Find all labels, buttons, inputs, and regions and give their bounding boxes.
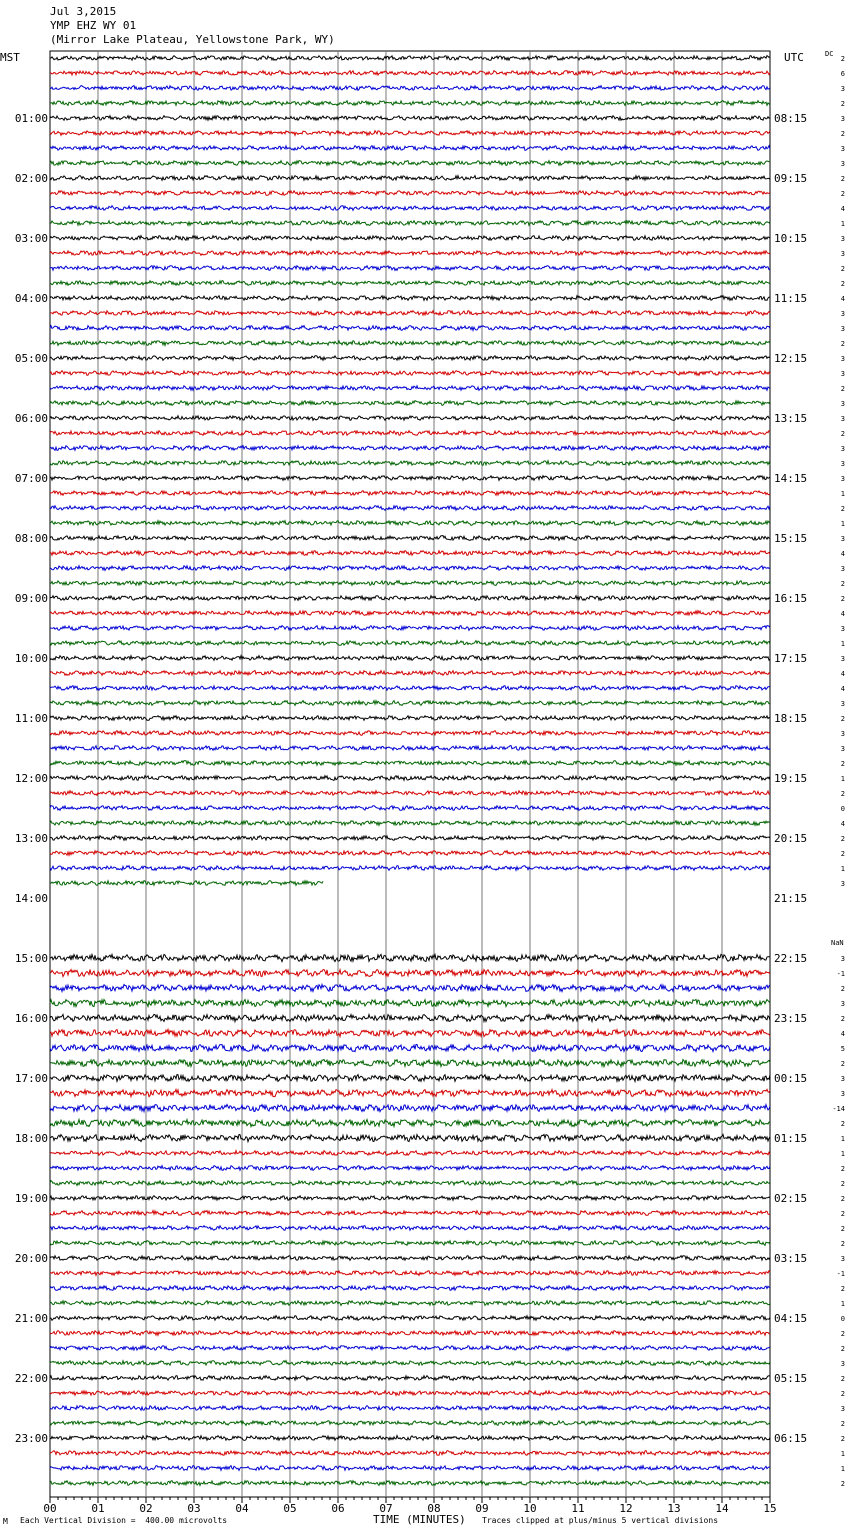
trace-line bbox=[50, 686, 770, 691]
trace-line bbox=[50, 641, 770, 646]
left-timezone-label: MST bbox=[0, 51, 20, 64]
dc-offset: 3 bbox=[840, 1075, 845, 1083]
dc-offset: 3 bbox=[840, 730, 845, 738]
trace-line bbox=[50, 761, 770, 766]
hour-label-left: 20:00 bbox=[14, 1252, 48, 1265]
dc-offset: 2 bbox=[840, 1165, 845, 1173]
hour-label-left: 10:00 bbox=[14, 652, 48, 665]
dc-offset: 3 bbox=[840, 1000, 845, 1008]
dc-offset: 2 bbox=[840, 580, 845, 588]
dc-offset: 3 bbox=[840, 355, 845, 363]
hour-label-left: 05:00 bbox=[14, 352, 48, 365]
x-tick-label: 10 bbox=[523, 1502, 537, 1515]
dc-offset: 2 bbox=[840, 130, 845, 138]
hour-label-right: 00:15 bbox=[774, 1072, 808, 1085]
x-tick-label: 09 bbox=[475, 1502, 489, 1515]
x-tick-label: 12 bbox=[619, 1502, 633, 1515]
trace-line bbox=[50, 970, 770, 977]
dc-offset: 3 bbox=[840, 250, 845, 258]
right-timezone-label: UTC bbox=[784, 51, 804, 64]
trace-line bbox=[50, 401, 770, 406]
trace-line bbox=[50, 71, 770, 76]
trace-line bbox=[50, 1196, 770, 1201]
trace-line bbox=[50, 1256, 770, 1261]
dc-offset: 2 bbox=[840, 1435, 845, 1443]
dc-label: DC bbox=[825, 50, 834, 58]
dc-offset: 3 bbox=[840, 655, 845, 663]
trace-line bbox=[50, 221, 770, 226]
hour-label-left: 01:00 bbox=[14, 112, 48, 125]
dc-offset: 3 bbox=[840, 1255, 845, 1263]
trace-line bbox=[50, 1331, 770, 1336]
dc-offset: 3 bbox=[840, 565, 845, 573]
trace-line bbox=[50, 1000, 770, 1007]
dc-offset: 2 bbox=[840, 715, 845, 723]
trace-line bbox=[50, 581, 770, 586]
trace-line bbox=[50, 1241, 770, 1246]
trace-line bbox=[50, 1029, 770, 1036]
trace-line bbox=[50, 1316, 770, 1321]
header-date: Jul 3,2015 bbox=[50, 5, 117, 18]
trace-line bbox=[50, 821, 770, 826]
x-tick-label: 02 bbox=[139, 1502, 153, 1515]
trace-line bbox=[50, 596, 770, 601]
corner-mark: M bbox=[3, 1517, 8, 1526]
dc-offset: 4 bbox=[840, 670, 845, 678]
trace-line bbox=[50, 251, 770, 256]
dc-offset: 3 bbox=[840, 145, 845, 153]
dc-offset: 1 bbox=[840, 865, 845, 873]
trace-line bbox=[50, 131, 770, 136]
dc-offset: 2 bbox=[840, 1330, 845, 1338]
trace-line bbox=[50, 86, 770, 91]
trace-line bbox=[50, 431, 770, 436]
dc-offset: 3 bbox=[840, 955, 845, 963]
hour-label-right: 15:15 bbox=[774, 532, 808, 545]
hour-label-right: 22:15 bbox=[774, 952, 808, 965]
dc-offset: 3 bbox=[840, 115, 845, 123]
trace-line bbox=[50, 371, 770, 376]
dc-offset: 1 bbox=[840, 1300, 845, 1308]
trace-line bbox=[50, 1105, 770, 1112]
trace-line bbox=[50, 1406, 770, 1411]
dc-offset: 3 bbox=[840, 460, 845, 468]
hour-label-left: 22:00 bbox=[14, 1372, 48, 1385]
dc-offset: 0 bbox=[840, 1315, 845, 1323]
dc-offset: 2 bbox=[840, 265, 845, 273]
dc-offset: 2 bbox=[840, 1375, 845, 1383]
hour-label-left: 02:00 bbox=[14, 172, 48, 185]
trace-line bbox=[50, 176, 770, 181]
dc-offset: 2 bbox=[840, 1210, 845, 1218]
trace-line bbox=[50, 1376, 770, 1381]
trace-line bbox=[50, 1301, 770, 1306]
trace-line bbox=[50, 356, 770, 361]
hour-label-right: 08:15 bbox=[774, 112, 808, 125]
dc-offset: 2 bbox=[840, 760, 845, 768]
hour-label-left: 03:00 bbox=[14, 232, 48, 245]
trace-line bbox=[50, 161, 770, 166]
dc-offset: 2 bbox=[840, 55, 845, 63]
x-tick-label: 06 bbox=[331, 1502, 345, 1515]
dc-offset: 1 bbox=[840, 1135, 845, 1143]
dc-offset: 2 bbox=[840, 850, 845, 858]
dc-offset: 3 bbox=[840, 415, 845, 423]
trace-line bbox=[50, 386, 770, 391]
trace-line bbox=[50, 1166, 770, 1171]
dc-offset: -1 bbox=[836, 1270, 845, 1278]
hour-label-right: 23:15 bbox=[774, 1012, 808, 1025]
trace-line bbox=[50, 461, 770, 466]
hour-label-left: 06:00 bbox=[14, 412, 48, 425]
hour-label-left: 21:00 bbox=[14, 1312, 48, 1325]
dc-offset: 4 bbox=[840, 685, 845, 693]
hour-label-right: 10:15 bbox=[774, 232, 808, 245]
hour-label-right: 12:15 bbox=[774, 352, 808, 365]
hour-label-right: 16:15 bbox=[774, 592, 808, 605]
dc-offset: 2 bbox=[840, 100, 845, 108]
dc-offset: -14 bbox=[832, 1105, 845, 1113]
hour-label-right: 04:15 bbox=[774, 1312, 808, 1325]
trace-line bbox=[50, 281, 770, 286]
trace-line bbox=[50, 1059, 770, 1066]
dc-offset: 2 bbox=[840, 1285, 845, 1293]
dc-offset: 2 bbox=[840, 175, 845, 183]
dc-offset: 3 bbox=[840, 475, 845, 483]
hour-label-right: 21:15 bbox=[774, 892, 808, 905]
trace-line bbox=[50, 626, 770, 631]
dc-offset: 0 bbox=[840, 805, 845, 813]
dc-offset: 2 bbox=[840, 1345, 845, 1353]
dc-offset: 2 bbox=[840, 1060, 845, 1068]
trace-line bbox=[50, 1044, 770, 1051]
x-tick-label: 05 bbox=[283, 1502, 297, 1515]
trace-line bbox=[50, 1271, 770, 1276]
dc-offset: 4 bbox=[840, 610, 845, 618]
trace-line bbox=[50, 266, 770, 271]
trace-line bbox=[50, 416, 770, 421]
trace-line bbox=[50, 566, 770, 571]
dc-offset: 3 bbox=[840, 1090, 845, 1098]
hour-label-right: 14:15 bbox=[774, 472, 808, 485]
hour-label-left: 12:00 bbox=[14, 772, 48, 785]
hour-label-left: 23:00 bbox=[14, 1432, 48, 1445]
dc-offset: 3 bbox=[840, 325, 845, 333]
dc-offset: 2 bbox=[840, 385, 845, 393]
hour-label-left: 07:00 bbox=[14, 472, 48, 485]
dc-offset: 2 bbox=[840, 190, 845, 198]
header-station: YMP EHZ WY 01 bbox=[50, 19, 137, 32]
trace-line bbox=[50, 536, 770, 541]
trace-line bbox=[50, 1135, 770, 1142]
trace-line bbox=[50, 1226, 770, 1231]
trace-line bbox=[50, 671, 770, 676]
dc-offset: 1 bbox=[840, 1465, 845, 1473]
trace-line bbox=[50, 1075, 770, 1082]
dc-offset: 3 bbox=[840, 1405, 845, 1413]
dc-offset: 2 bbox=[840, 280, 845, 288]
dc-offset: 2 bbox=[840, 505, 845, 513]
trace-line bbox=[50, 1361, 770, 1366]
hour-label-left: 15:00 bbox=[14, 952, 48, 965]
trace-line bbox=[50, 146, 770, 151]
dc-offset: 4 bbox=[840, 820, 845, 828]
hour-label-right: 05:15 bbox=[774, 1372, 808, 1385]
dc-offset: 3 bbox=[840, 235, 845, 243]
trace-line bbox=[50, 491, 770, 496]
hour-label-right: 02:15 bbox=[774, 1192, 808, 1205]
trace-line bbox=[50, 701, 770, 706]
trace-line bbox=[50, 1346, 770, 1351]
dc-offset: 2 bbox=[840, 595, 845, 603]
dc-offset: 4 bbox=[840, 205, 845, 213]
trace-line bbox=[50, 1089, 770, 1096]
trace-line bbox=[50, 611, 770, 616]
hour-label-right: 09:15 bbox=[774, 172, 808, 185]
dc-offset: 2 bbox=[840, 1480, 845, 1488]
hour-label-right: 06:15 bbox=[774, 1432, 808, 1445]
dc-offset: 3 bbox=[840, 370, 845, 378]
dc-offset: 1 bbox=[840, 1150, 845, 1158]
dc-offset: 5 bbox=[840, 1045, 845, 1053]
hour-label-left: 14:00 bbox=[14, 892, 48, 905]
dc-offset: 2 bbox=[840, 985, 845, 993]
trace-line bbox=[50, 326, 770, 331]
dc-offset: -1 bbox=[836, 970, 845, 978]
nan-label: NaN bbox=[831, 939, 844, 947]
dc-offset: 3 bbox=[840, 310, 845, 318]
x-tick-label: 07 bbox=[379, 1502, 393, 1515]
dc-offset: 2 bbox=[840, 1240, 845, 1248]
hour-label-right: 11:15 bbox=[774, 292, 808, 305]
dc-offset: 3 bbox=[840, 625, 845, 633]
trace-line bbox=[50, 851, 770, 856]
trace-line bbox=[50, 776, 770, 781]
dc-offset: 3 bbox=[840, 85, 845, 93]
dc-offset: 1 bbox=[840, 640, 845, 648]
x-tick-label: 01 bbox=[91, 1502, 105, 1515]
dc-offset: 4 bbox=[840, 295, 845, 303]
trace-line bbox=[50, 1151, 770, 1156]
trace-line bbox=[50, 341, 770, 346]
dc-offset: 3 bbox=[840, 400, 845, 408]
trace-line bbox=[50, 985, 770, 992]
hour-label-left: 16:00 bbox=[14, 1012, 48, 1025]
dc-offset: 2 bbox=[840, 1225, 845, 1233]
clip-note: Traces clipped at plus/minus 5 vertical divisions bbox=[482, 1516, 719, 1525]
dc-offset: 2 bbox=[840, 790, 845, 798]
hour-label-right: 20:15 bbox=[774, 832, 808, 845]
dc-offset: 2 bbox=[840, 1390, 845, 1398]
hour-label-left: 11:00 bbox=[14, 712, 48, 725]
hour-label-left: 18:00 bbox=[14, 1132, 48, 1145]
hour-label-left: 09:00 bbox=[14, 592, 48, 605]
hour-label-right: 01:15 bbox=[774, 1132, 808, 1145]
trace-line bbox=[50, 954, 770, 961]
trace-line bbox=[50, 56, 770, 61]
x-tick-label: 08 bbox=[427, 1502, 441, 1515]
dc-offset: 2 bbox=[840, 1420, 845, 1428]
scale-note: Each Vertical Division = 400.00 microvolts bbox=[20, 1516, 228, 1525]
trace-line bbox=[50, 446, 770, 451]
trace-line bbox=[50, 866, 770, 871]
trace-line bbox=[50, 836, 770, 841]
dc-offset: 2 bbox=[840, 1015, 845, 1023]
trace-line bbox=[50, 1436, 770, 1441]
trace-line bbox=[50, 1481, 770, 1486]
dc-offset: 3 bbox=[840, 745, 845, 753]
dc-offset: 1 bbox=[840, 1450, 845, 1458]
hour-label-left: 13:00 bbox=[14, 832, 48, 845]
dc-offset: 3 bbox=[840, 1360, 845, 1368]
trace-line bbox=[50, 1181, 770, 1186]
x-tick-label: 13 bbox=[667, 1502, 681, 1515]
hour-label-right: 19:15 bbox=[774, 772, 808, 785]
trace-line bbox=[50, 506, 770, 511]
dc-offset: 3 bbox=[840, 160, 845, 168]
hour-label-left: 17:00 bbox=[14, 1072, 48, 1085]
dc-offset: 2 bbox=[840, 1195, 845, 1203]
trace-line bbox=[50, 1466, 770, 1471]
hour-label-right: 03:15 bbox=[774, 1252, 808, 1265]
dc-offset: 1 bbox=[840, 520, 845, 528]
hour-label-right: 17:15 bbox=[774, 652, 808, 665]
dc-offset: 4 bbox=[840, 1030, 845, 1038]
dc-offset: 3 bbox=[840, 700, 845, 708]
trace-line bbox=[50, 236, 770, 241]
trace-line bbox=[50, 311, 770, 316]
hour-label-left: 08:00 bbox=[14, 532, 48, 545]
x-tick-label: 03 bbox=[187, 1502, 201, 1515]
trace-line bbox=[50, 881, 323, 886]
x-tick-label: 00 bbox=[43, 1502, 57, 1515]
trace-line bbox=[50, 791, 770, 796]
trace-line bbox=[50, 1421, 770, 1426]
trace-line bbox=[50, 101, 770, 106]
trace-line bbox=[50, 116, 770, 121]
x-tick-label: 15 bbox=[763, 1502, 777, 1515]
hour-label-left: 19:00 bbox=[14, 1192, 48, 1205]
hour-label-right: 13:15 bbox=[774, 412, 808, 425]
hour-label-right: 18:15 bbox=[774, 712, 808, 725]
dc-offset: 3 bbox=[840, 880, 845, 888]
trace-line bbox=[50, 206, 770, 211]
dc-offset: 3 bbox=[840, 535, 845, 543]
hour-label-left: 04:00 bbox=[14, 292, 48, 305]
trace-line bbox=[50, 746, 770, 751]
dc-offset: 2 bbox=[840, 1180, 845, 1188]
trace-line bbox=[50, 551, 770, 556]
trace-line bbox=[50, 1119, 770, 1126]
dc-offset: 1 bbox=[840, 220, 845, 228]
trace-line bbox=[50, 296, 770, 301]
trace-line bbox=[50, 1211, 770, 1216]
trace-line bbox=[50, 1451, 770, 1456]
trace-line bbox=[50, 1391, 770, 1396]
header-location: (Mirror Lake Plateau, Yellowstone Park, WY) bbox=[50, 33, 335, 46]
trace-line bbox=[50, 476, 770, 481]
dc-offset: 2 bbox=[840, 1120, 845, 1128]
dc-offset: 6 bbox=[840, 70, 845, 78]
trace-line bbox=[50, 806, 770, 811]
trace-line bbox=[50, 716, 770, 721]
x-tick-label: 11 bbox=[571, 1502, 585, 1515]
dc-offset: 3 bbox=[840, 445, 845, 453]
trace-line bbox=[50, 1014, 770, 1021]
x-tick-label: 04 bbox=[235, 1502, 249, 1515]
trace-line bbox=[50, 656, 770, 661]
dc-offset: 4 bbox=[840, 550, 845, 558]
dc-offset: 2 bbox=[840, 835, 845, 843]
dc-offset: 1 bbox=[840, 490, 845, 498]
dc-offset: 2 bbox=[840, 340, 845, 348]
dc-offset: 1 bbox=[840, 775, 845, 783]
trace-line bbox=[50, 521, 770, 526]
x-axis-title: TIME (MINUTES) bbox=[373, 1513, 466, 1526]
x-tick-label: 14 bbox=[715, 1502, 729, 1515]
trace-line bbox=[50, 731, 770, 736]
trace-line bbox=[50, 1286, 770, 1291]
trace-line bbox=[50, 191, 770, 196]
dc-offset: 2 bbox=[840, 430, 845, 438]
